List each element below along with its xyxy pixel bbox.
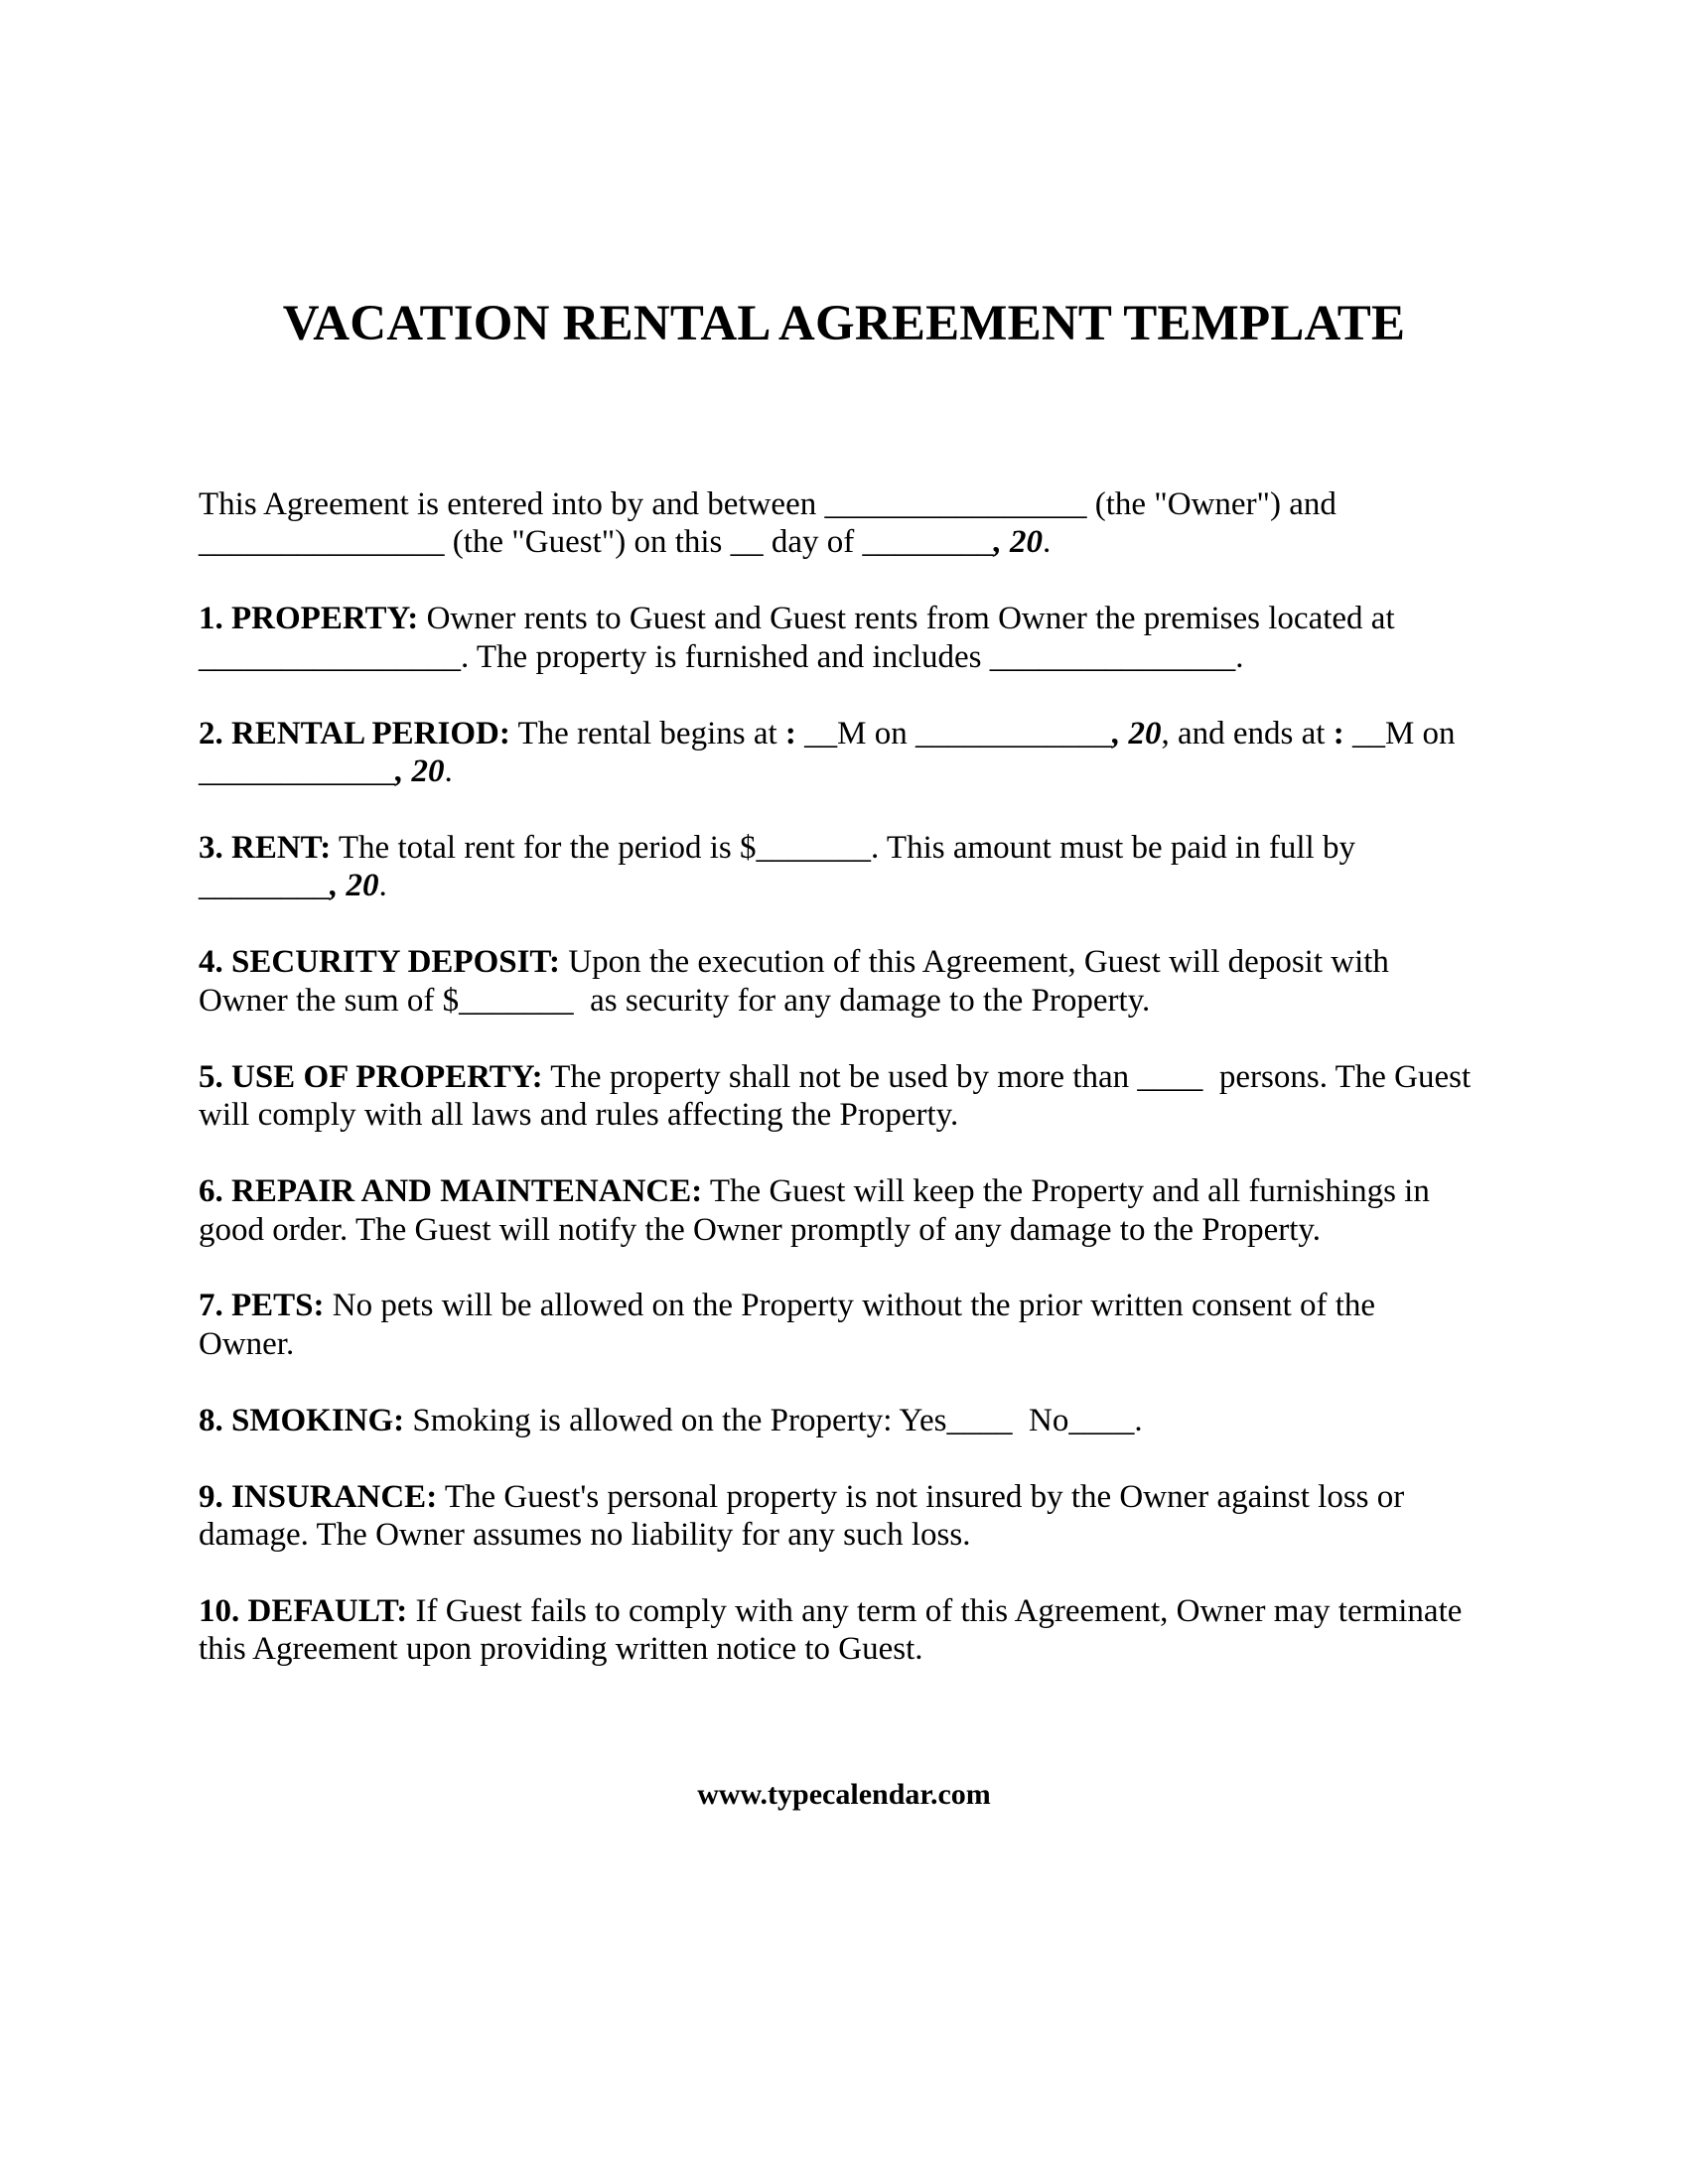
section-line [199, 943, 1509, 981]
section-line [199, 829, 1509, 867]
section-text: . [1134, 1402, 1143, 1438]
section-text: Smoking is allowed on the Property: Yes [404, 1402, 947, 1438]
section-line: this Agreement upon providing written notice to Guest. [199, 1631, 923, 1668]
section-heading: 10. DEFAULT: [199, 1592, 408, 1629]
agreement-body [199, 485, 1509, 1706]
section-line [199, 600, 1509, 637]
section-heading: 7. PETS: [199, 1288, 325, 1324]
year-prefix: , 20 [330, 868, 379, 904]
section-text: The Guest will keep the Property and all furnishings in [702, 1173, 1430, 1210]
intro-text: This Agreement is entered into by and between [199, 486, 825, 522]
intro-text: day of [763, 524, 863, 561]
section-text: No pets will be allowed on the Property without the prior written consent of the [324, 1288, 1376, 1324]
month-blank[interactable]: ________ [862, 524, 994, 561]
section-text: . The property is furnished and includes [461, 638, 990, 675]
intro-line-2 [199, 523, 1509, 561]
section-text: . [378, 868, 387, 904]
smoking-yes-blank[interactable]: ____ [946, 1402, 1013, 1438]
section-text: Upon the execution of this Agreement, Guest will deposit with [559, 944, 1389, 981]
section-line [199, 1592, 1509, 1630]
section-text: . [1235, 638, 1244, 675]
section-line [199, 715, 1509, 752]
section-heading: 1. PROPERTY: [199, 601, 419, 637]
section-line [199, 982, 1509, 1020]
section-text: as security for any damage to the Property. [573, 982, 1151, 1019]
day-blank[interactable]: __ [730, 524, 764, 561]
section-heading: 5. USE OF PROPERTY: [199, 1058, 543, 1095]
intro-line-1 [199, 485, 1509, 523]
section-security-deposit [199, 943, 1509, 1020]
section-text: , and ends at [1161, 715, 1334, 751]
section-text: Owner the sum of $ [199, 982, 460, 1019]
section-heading: 3. RENT: [199, 830, 332, 867]
intro-text: . [1043, 524, 1052, 561]
end-time-blank[interactable]: __ [1343, 715, 1385, 751]
intro-paragraph [199, 485, 1509, 562]
guest-name-blank[interactable]: _______________ [199, 524, 445, 561]
section-heading: 2. RENTAL PERIOD: [199, 715, 510, 751]
section-use-of-property [199, 1058, 1509, 1135]
property-address-blank[interactable]: ________________ [199, 638, 461, 675]
section-text: M on [1384, 715, 1456, 751]
section-text: Owner rents to Guest and Guest rents from Owner the premises located at [418, 601, 1395, 637]
section-line [199, 867, 1509, 904]
section-text: The property shall not be used by more than [542, 1058, 1138, 1095]
section-text: No [1012, 1402, 1069, 1438]
section-text: . This amount must be paid in full by [871, 830, 1355, 867]
section-line [199, 1058, 1509, 1096]
section-text: . [444, 753, 453, 790]
owner-name-blank[interactable]: ________________ [824, 486, 1087, 522]
section-text: The Guest's personal property is not insured by the Owner against loss or [437, 1478, 1405, 1515]
time-colon: : [1333, 715, 1344, 751]
section-rental-period [199, 715, 1509, 791]
section-rent [199, 829, 1509, 905]
time-colon: : [784, 715, 796, 751]
document-title: VACATION RENTAL AGREEMENT TEMPLATE [282, 296, 1406, 351]
deposit-amount-blank[interactable]: _______ [459, 982, 574, 1019]
section-line: damage. The Owner assumes no liability for any such loss. [199, 1517, 971, 1554]
start-date-blank[interactable]: ____________ [915, 715, 1112, 751]
section-line [199, 1478, 1509, 1516]
section-line [199, 1172, 1509, 1210]
section-line: will comply with all laws and rules affecting the Property. [199, 1097, 959, 1134]
rent-amount-blank[interactable]: _______ [756, 830, 872, 867]
year-prefix: , 20 [395, 753, 445, 790]
section-text: M on [837, 715, 915, 751]
section-repair-maintenance [199, 1172, 1509, 1249]
section-smoking [199, 1402, 1509, 1439]
rent-due-date-blank[interactable]: ________ [199, 868, 330, 904]
max-persons-blank[interactable]: ____ [1137, 1058, 1203, 1095]
section-line: Owner. [199, 1325, 295, 1362]
section-line [199, 1287, 1509, 1324]
end-date-blank[interactable]: ____________ [199, 753, 395, 790]
section-line [199, 1402, 1509, 1439]
intro-text: (the "Owner") and [1086, 486, 1336, 522]
section-line: good order. The Guest will notify the Owner promptly of any damage to the Property. [199, 1211, 1322, 1248]
start-time-blank[interactable]: __ [795, 715, 838, 751]
year-prefix: , 20 [993, 524, 1044, 561]
section-text: The total rent for the period is $ [331, 830, 757, 867]
intro-text: (the "Guest") on this [444, 524, 731, 561]
section-line [199, 752, 1509, 790]
furnishings-blank[interactable]: _______________ [989, 638, 1236, 675]
section-line [199, 638, 1509, 676]
section-heading: 8. SMOKING: [199, 1402, 405, 1438]
smoking-no-blank[interactable]: ____ [1068, 1402, 1135, 1438]
section-text: The rental begins at [509, 715, 785, 751]
section-text: If Guest fails to comply with any term of this Agreement, Owner may terminate [407, 1592, 1463, 1629]
section-heading: 4. SECURITY DEPOSIT: [199, 944, 560, 981]
year-prefix: , 20 [1112, 715, 1162, 751]
section-default [199, 1592, 1509, 1669]
section-insurance [199, 1478, 1509, 1555]
section-pets [199, 1287, 1509, 1363]
section-heading: 9. INSURANCE: [199, 1478, 438, 1515]
section-text: persons. The Guest [1202, 1058, 1472, 1095]
footer-website-link[interactable]: www.typecalendar.com [697, 1778, 991, 1811]
section-property [199, 600, 1509, 676]
section-heading: 6. REPAIR AND MAINTENANCE: [199, 1173, 703, 1210]
